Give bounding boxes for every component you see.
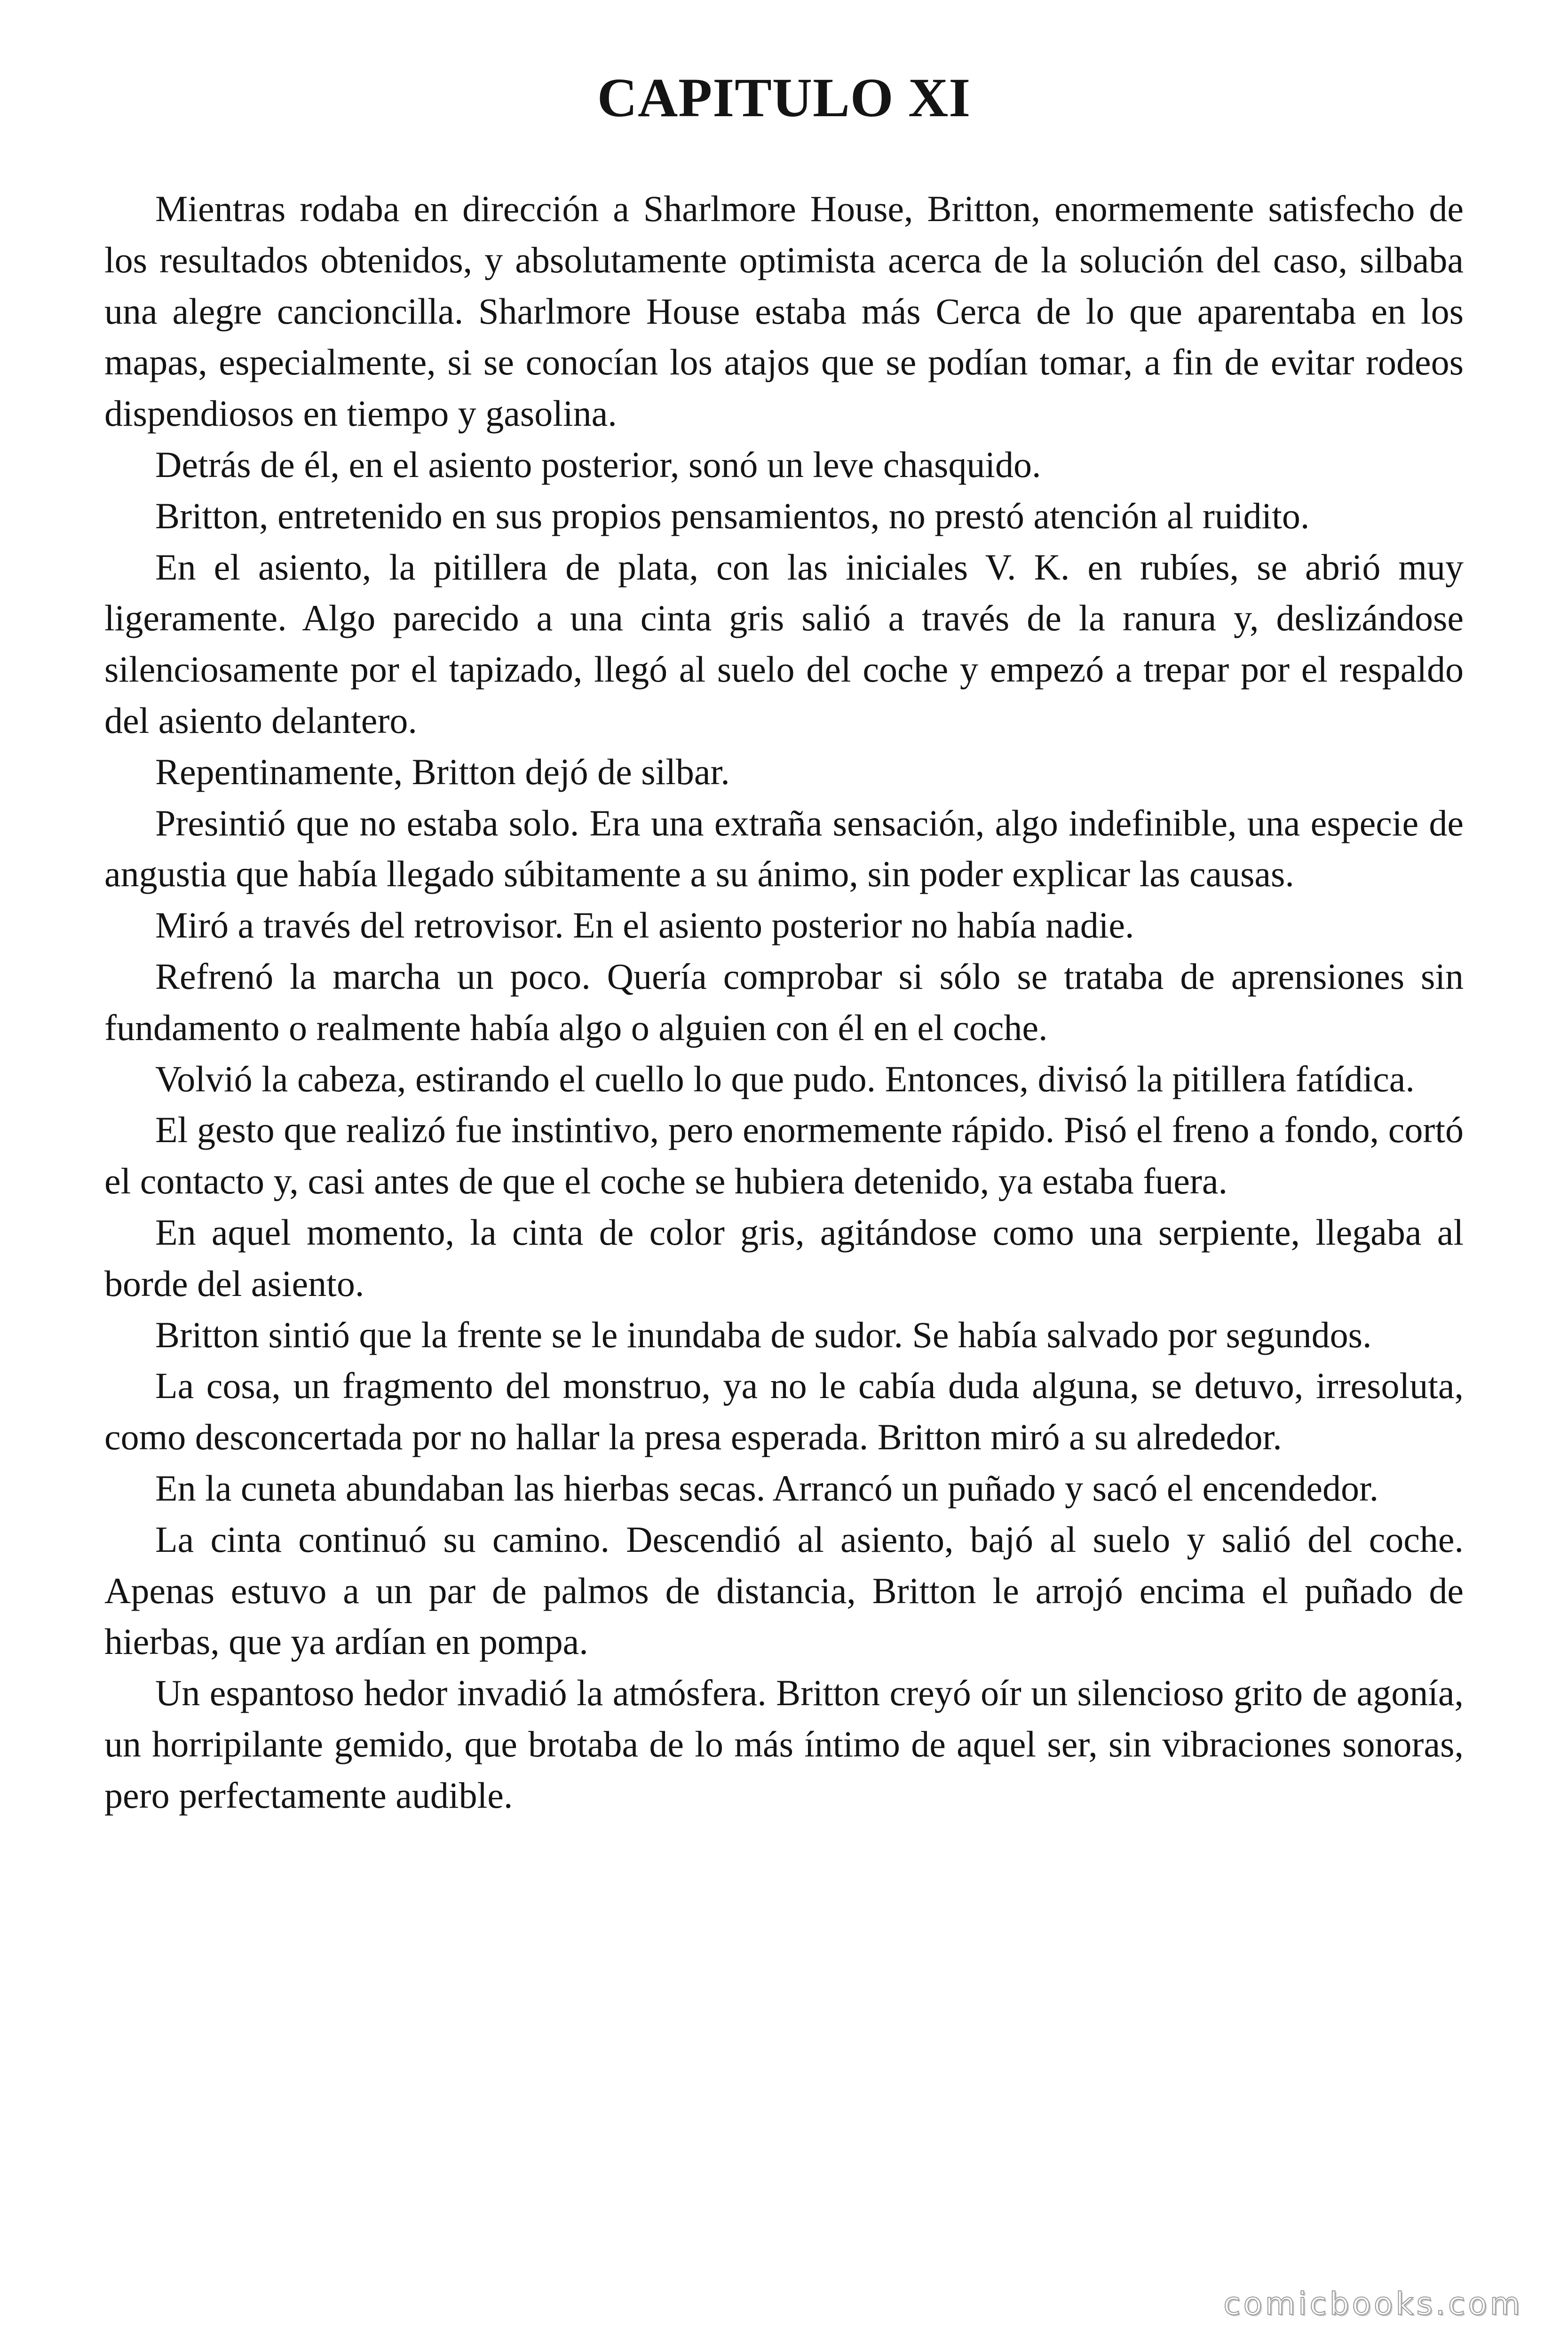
watermark: comicbooks.com xyxy=(1223,2286,1523,2322)
paragraph: Refrenó la marcha un poco. Quería comprobar si sólo se trataba de aprensiones sin fundamento o realmente había algo o alguien con él en el coche. xyxy=(104,955,1464,1048)
paragraph: Volvió la cabeza, estirando el cuello lo que pudo. Entonces, divisó la pitillera fatídica. xyxy=(155,1058,1415,1099)
paragraph: Mientras rodaba en dirección a Sharlmore House, Britton, enormemente satisfecho de los resultados obtenidos, y absolutamente optimista acerca de la solución del caso, silbaba una alegre cancioncilla. Sharlmore House estaba más Cerca de lo que aparentaba en los mapas, especialmente, si se conocían los atajos que se podían tomar, a fin de evitar rodeos dispendiosos en tiempo y gasolina. xyxy=(104,188,1464,434)
chapter-title: CAPITULO XI xyxy=(597,67,971,128)
paragraph: En el asiento, la pitillera de plata, con las iniciales V. K. en rubíes, se abrió muy ligeramente. Algo parecido a una cinta gris salió a través de la ranura y, deslizándose silenciosamente por el tapizado, llegó al suelo del coche y empezó a trepar por el respaldo del asiento delantero. xyxy=(104,546,1464,741)
paragraph: Britton, entretenido en sus propios pensamientos, no prestó atención al ruidito. xyxy=(155,495,1310,536)
paragraph: En aquel momento, la cinta de color gris, agitándose como una serpiente, llegaba al borde del asiento. xyxy=(104,1211,1464,1304)
paragraph: Repentinamente, Britton dejó de silbar. xyxy=(155,751,730,792)
chapter-body xyxy=(104,183,1464,1821)
paragraph: Miró a través del retrovisor. En el asiento posterior no había nadie. xyxy=(155,905,1134,946)
paragraph: El gesto que realizó fue instintivo, pero enormemente rápido. Pisó el freno a fondo, cortó el contacto y, casi antes de que el coche se hubiera detenido, ya estaba fuera. xyxy=(104,1109,1464,1202)
paragraph: La cinta continuó su camino. Descendió al asiento, bajó al suelo y salió del coche. Apenas estuvo a un par de palmos de distancia, Britton le arrojó encima el puñado de hierbas, que ya ardían en pompa. xyxy=(104,1518,1464,1662)
paragraph: La cosa, un fragmento del monstruo, ya no le cabía duda alguna, se detuvo, irresoluta, como desconcertada por no hallar la presa esperada. Britton miró a su alrededor. xyxy=(104,1365,1464,1458)
paragraph: Britton sintió que la frente se le inundaba de sudor. Se había salvado por segundos. xyxy=(155,1314,1372,1355)
paragraph: Un espantoso hedor invadió la atmósfera. Britton creyó oír un silencioso grito de agonía, un horripilante gemido, que brotaba de lo más íntimo de aquel ser, sin vibraciones sonoras, pero perfectamente audible. xyxy=(104,1672,1464,1816)
paragraph: En la cuneta abundaban las hierbas secas. Arrancó un puñado y sacó el encendedor. xyxy=(155,1467,1379,1509)
paragraph: Detrás de él, en el asiento posterior, sonó un leve chasquido. xyxy=(155,444,1041,485)
paragraph: Presintió que no estaba solo. Era una extraña sensación, algo indefinible, una especie de angustia que había llegado súbitamente a su ánimo, sin poder explicar las causas. xyxy=(104,802,1464,895)
